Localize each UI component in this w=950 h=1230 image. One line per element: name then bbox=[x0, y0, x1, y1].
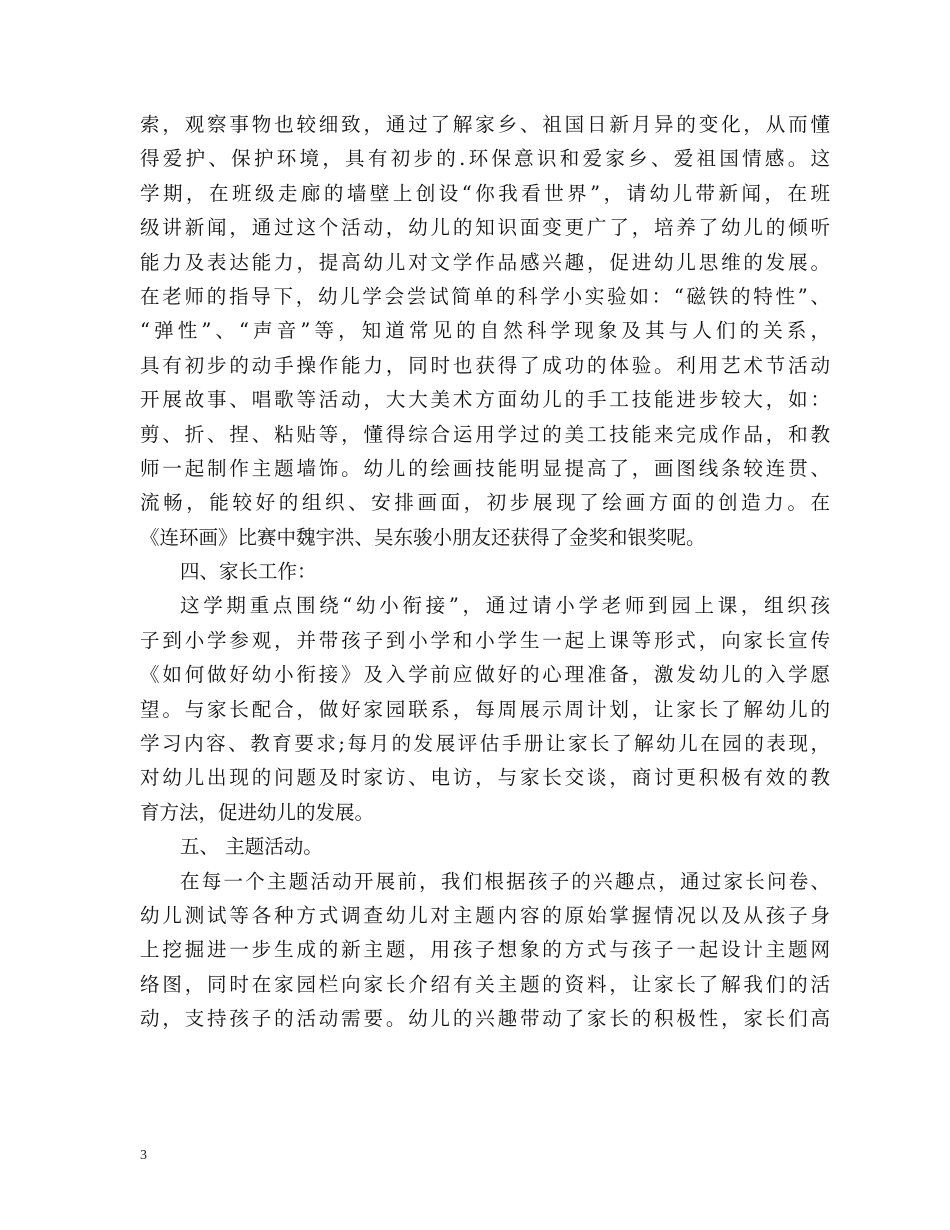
text-line: 这学期重点围绕“幼小衔接”，通过请小学老师到园上课，组织孩 bbox=[180, 594, 830, 618]
page-number: 3 bbox=[140, 1148, 147, 1163]
text-line: 络图，同时在家园栏向家长介绍有关主题的资料，让家长了解我们的活 bbox=[140, 972, 830, 996]
text-line: 索，观察事物也较细致，通过了解家乡、祖国日新月异的变化，从而懂 bbox=[140, 113, 830, 136]
document-body bbox=[140, 108, 830, 1037]
text-line: 流畅，能较好的组织、安排画面，初步展现了绘画方面的创造力。在 bbox=[140, 491, 830, 515]
text-line: 五、 主题活动。 bbox=[180, 835, 323, 859]
text-line: 在老师的指导下，幼儿学会尝试简单的科学小实验如：“磁铁的特性”、 bbox=[140, 284, 830, 308]
text-line: 得爱护、保护环境，具有初步的.环保意识和爱家乡、爱祖国情感。这 bbox=[140, 147, 830, 171]
text-line: 幼儿测试等各种方式调查幼儿对主题内容的原始掌握情况以及从孩子身 bbox=[140, 903, 830, 927]
text-line: 在每一个主题活动开展前，我们根据孩子的兴趣点，通过家长问卷、 bbox=[180, 869, 830, 893]
text-line: 能力及表达能力，提高幼儿对文学作品感兴趣，促进幼儿思维的发展。 bbox=[140, 250, 830, 274]
text-line: 师一起制作主题墙饰。幼儿的绘画技能明显提高了，画图线条较连贯、 bbox=[140, 456, 830, 480]
text-line: 学期，在班级走廊的墙壁上创设“你我看世界”，请幼儿带新闻，在班 bbox=[140, 181, 830, 205]
text-line: 对幼儿出现的问题及时家访、电访，与家长交谈，商讨更积极有效的教 bbox=[140, 766, 830, 790]
text-line: 学习内容、教育要求;每月的发展评估手册让家长了解幼儿在园的表现， bbox=[140, 732, 830, 756]
text-line: 剪、折、捏、粘贴等，懂得综合运用学过的美工技能来完成作品，和教 bbox=[140, 422, 830, 446]
text-line: 上挖掘进一步生成的新主题，用孩子想象的方式与孩子一起设计主题网 bbox=[140, 938, 830, 962]
text-line: 开展故事、唱歌等活动，大大美术方面幼儿的手工技能进步较大，如： bbox=[140, 388, 830, 412]
text-line: 动，支持孩子的活动需要。幼儿的兴趣带动了家长的积极性，家长们高 bbox=[140, 1007, 830, 1031]
text-line: 具有初步的动手操作能力，同时也获得了成功的体验。利用艺术节活动 bbox=[140, 353, 830, 377]
text-line: 子到小学参观，并带孩子到小学和小学生一起上课等形式，向家长宣传 bbox=[140, 628, 830, 652]
text-line: 育方法，促进幼儿的发展。 bbox=[140, 800, 375, 824]
text-line: 望。与家长配合，做好家园联系，每周展示周计划，让家长了解幼儿的 bbox=[140, 697, 830, 721]
text-line: 《如何做好幼小衔接》及入学前应做好的心理准备，激发幼儿的入学愿 bbox=[140, 663, 830, 687]
text-line: 《连环画》比赛中魏宇洪、吴东骏小朋友还获得了金奖和银奖呢。 bbox=[140, 525, 706, 549]
text-line: “弹性”、“声音”等，知道常见的自然科学现象及其与人们的关系， bbox=[140, 319, 830, 343]
text-line: 级讲新闻，通过这个活动，幼儿的知识面变更广了，培养了幼儿的倾听 bbox=[140, 216, 830, 240]
text-line: 四、家长工作： bbox=[180, 560, 317, 584]
